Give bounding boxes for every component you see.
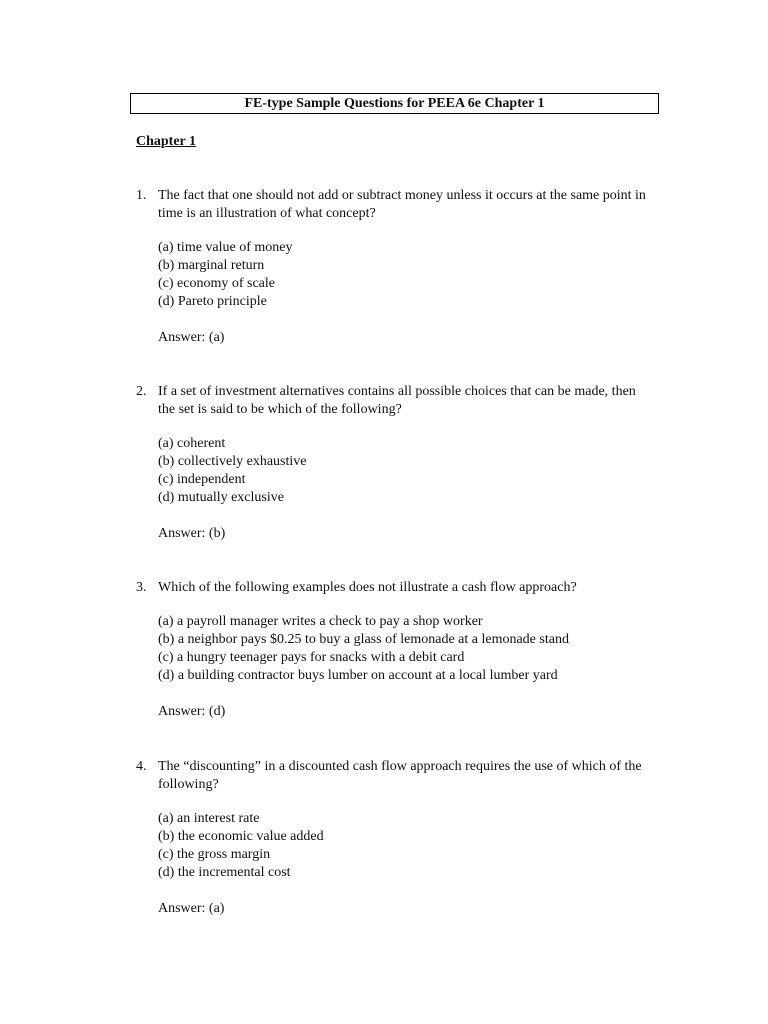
option-d: (d) a building contractor buys lumber on account at a local lumber yard <box>158 668 558 683</box>
option-c: (c) the gross margin <box>158 847 271 862</box>
option-list <box>136 613 656 685</box>
option-a: (a) time value of money <box>158 240 293 255</box>
question-4 <box>136 758 656 918</box>
question-number: 1. <box>136 188 147 203</box>
option-a: (a) coherent <box>158 436 226 451</box>
question-text: The “discounting” in a discounted cash flow approach requires the use of which of the following? <box>158 759 642 792</box>
answer: Answer: (d) <box>158 704 226 719</box>
question-number: 2. <box>136 384 147 399</box>
question-2 <box>136 383 656 543</box>
option-d: (d) the incremental cost <box>158 865 291 880</box>
option-b: (b) marginal return <box>158 258 265 273</box>
option-a: (a) an interest rate <box>158 811 260 826</box>
option-d: (d) mutually exclusive <box>158 490 284 505</box>
option-list <box>136 435 656 507</box>
question-1 <box>136 187 656 347</box>
question-text: If a set of investment alternatives contains all possible choices that can be made, then the set is said to be which of the following? <box>158 384 636 417</box>
option-c: (c) independent <box>158 472 246 487</box>
question-number: 4. <box>136 759 147 774</box>
option-b: (b) the economic value added <box>158 829 324 844</box>
option-c: (c) economy of scale <box>158 276 275 291</box>
option-c: (c) a hungry teenager pays for snacks with a debit card <box>158 650 465 665</box>
option-d: (d) Pareto principle <box>158 294 267 309</box>
question-3 <box>136 579 656 721</box>
answer: Answer: (a) <box>158 330 225 345</box>
question-text: Which of the following examples does not illustrate a cash flow approach? <box>158 580 577 595</box>
chapter-heading: Chapter 1 <box>136 134 197 149</box>
question-number: 3. <box>136 580 147 595</box>
option-list <box>136 810 656 882</box>
option-list <box>136 239 656 311</box>
answer: Answer: (b) <box>158 526 226 541</box>
document-title: FE-type Sample Questions for PEEA 6e Chapter 1 <box>130 93 659 114</box>
answer: Answer: (a) <box>158 901 225 916</box>
option-b: (b) collectively exhaustive <box>158 454 307 469</box>
option-b: (b) a neighbor pays $0.25 to buy a glass of lemonade at a lemonade stand <box>158 632 569 647</box>
option-a: (a) a payroll manager writes a check to pay a shop worker <box>158 614 483 629</box>
question-text: The fact that one should not add or subtract money unless it occurs at the same point in time is an illustration of what concept? <box>158 188 646 221</box>
